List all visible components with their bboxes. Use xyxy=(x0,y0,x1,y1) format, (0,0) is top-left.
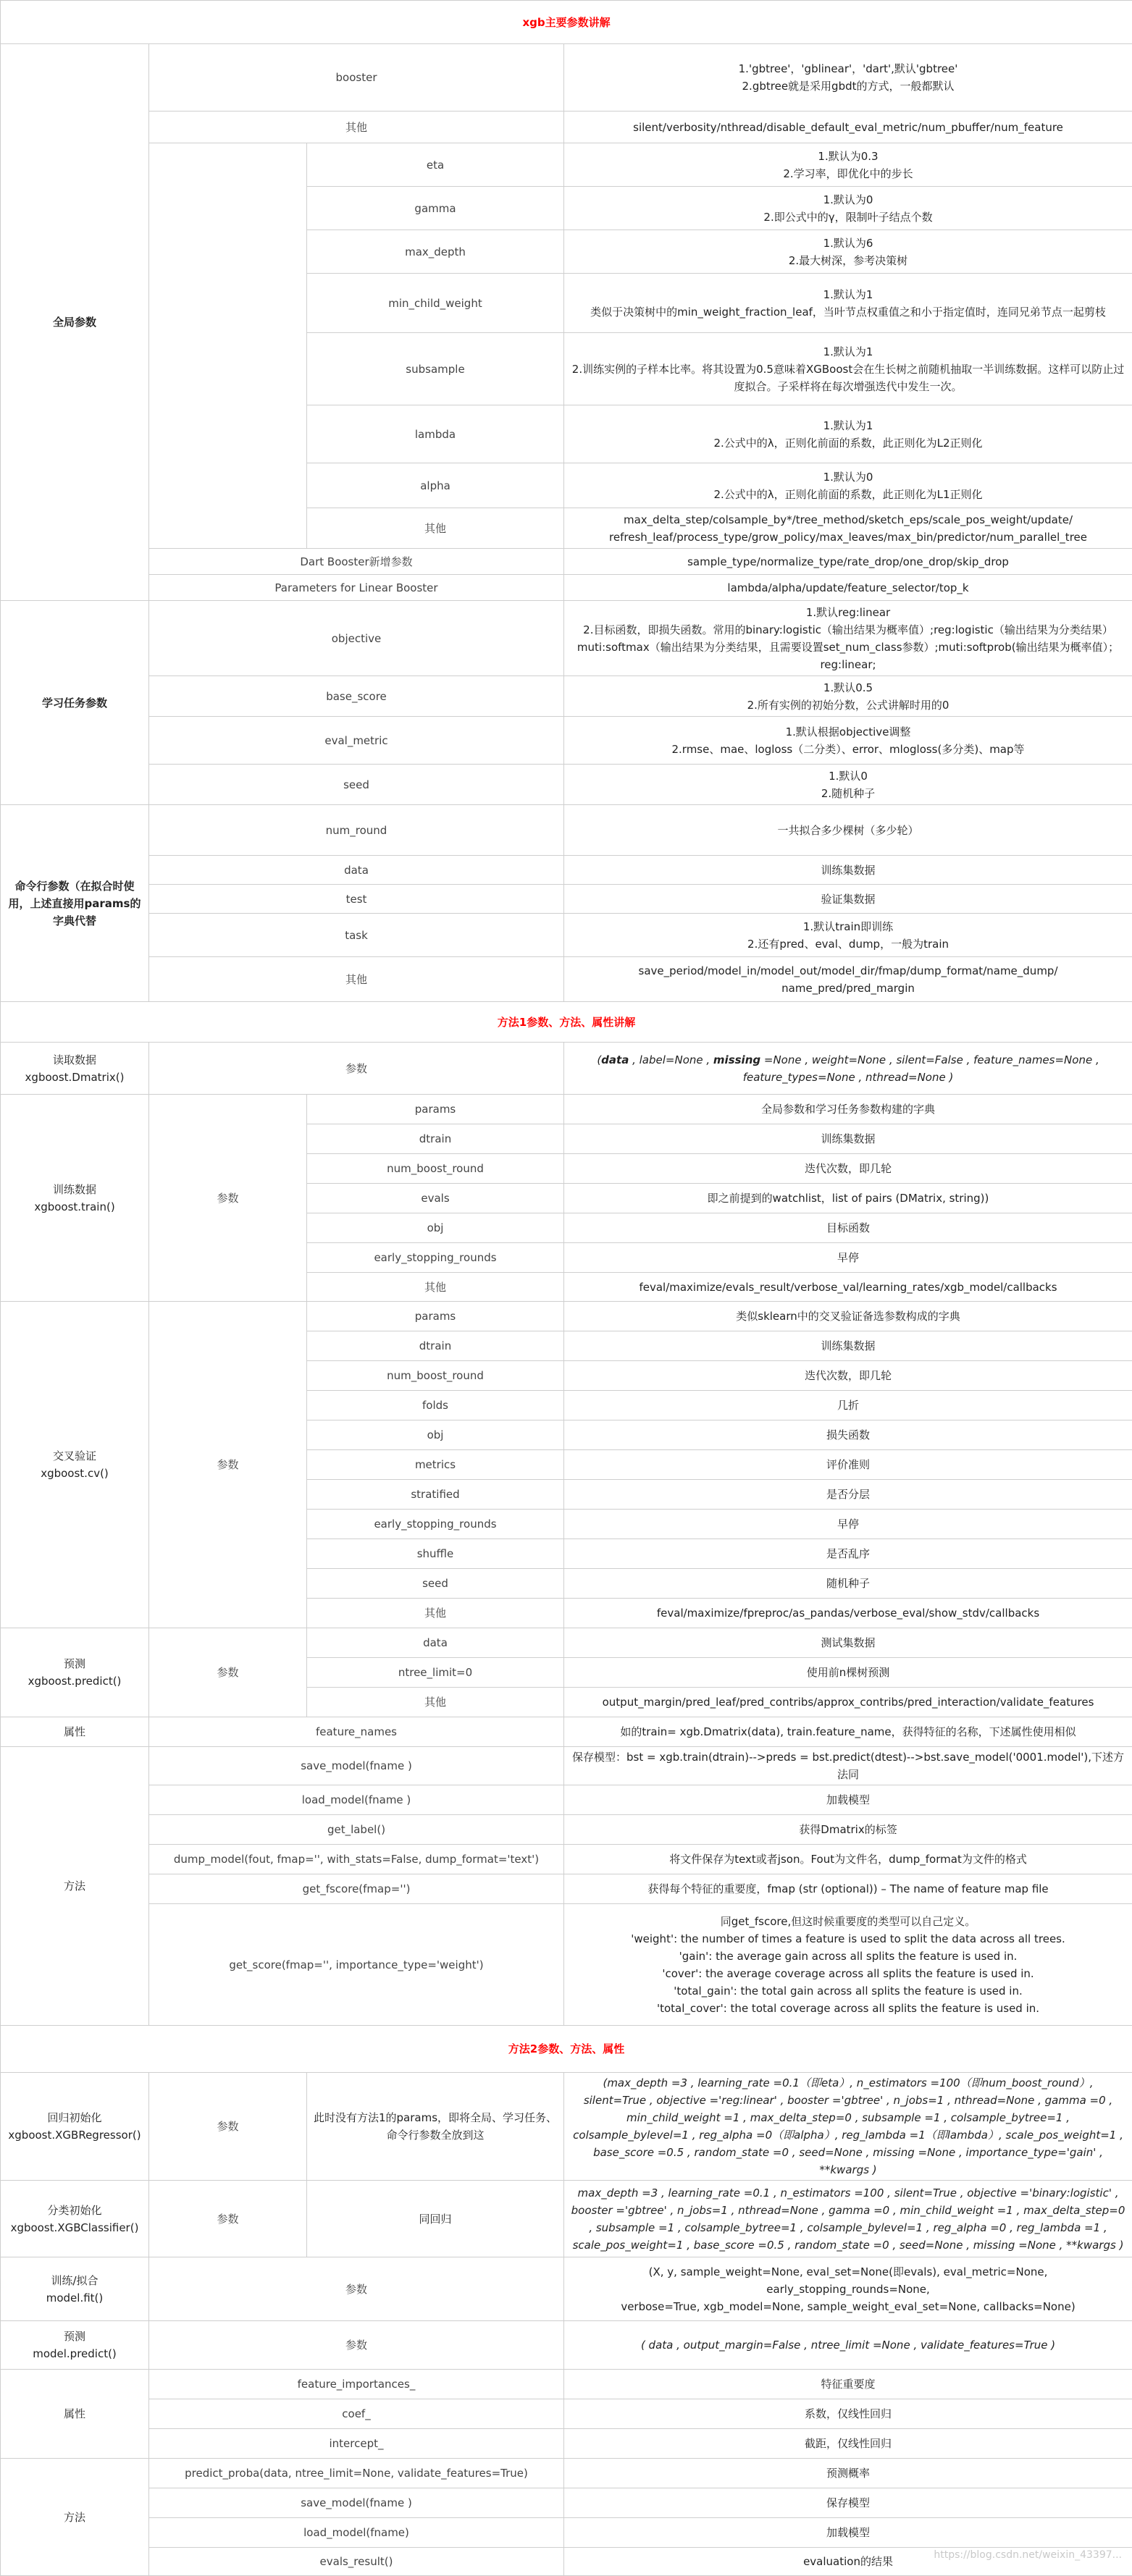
predict-desc-ntree-limit: 使用前n棵树预测 xyxy=(564,1658,1132,1688)
desc-tree-other: max_delta_step/colsample_by*/tree_method/sketch_eps/scale_pos_weight/update/ refresh_leaf/process_type/grow_policy/max_leaves/max_bin/predictor/num_parallel_tree xyxy=(564,508,1132,549)
m1-desc-get-score: 同get_fscore,但这时候重要度的类型可以自己定义。 'weight': the number of times a feature is used to split the data across all trees. 'gain': the average gain across all splits the feature is used in. 'cover': the average coverage across all splits the feature is used in. 'total_gain': the total gain across all splits the feature is used in. 'total_cover': the total coverage across all splits the feature is used in. xyxy=(564,1904,1132,2026)
train-desc-params: 全局参数和学习任务参数构建的字典 xyxy=(564,1095,1132,1124)
model-predict-params-label: 参数 xyxy=(149,2321,564,2370)
param-eta: eta xyxy=(307,143,564,187)
dmatrix-params-label: 参数 xyxy=(149,1043,564,1095)
param-cli-other: 其他 xyxy=(149,957,564,1002)
train-desc-early-stopping: 早停 xyxy=(564,1243,1132,1273)
predict-param-other: 其他 xyxy=(307,1688,564,1717)
param-linear-booster: Parameters for Linear Booster xyxy=(149,575,564,601)
m2-method-evals-result: evals_result() xyxy=(149,2548,564,2576)
group-cli-params: 命令行参数（在拟合时使用，上述直接用params的字典代替 xyxy=(1,805,149,1002)
tree-booster-blank xyxy=(149,143,307,549)
desc-global-other: silent/verbosity/nthread/disable_default_eval_metric/num_pbuffer/num_feature xyxy=(564,111,1132,143)
train-params-label: 参数 xyxy=(149,1095,307,1302)
cv-param-other: 其他 xyxy=(307,1599,564,1628)
m2-desc-evals-result: evaluation的结果 xyxy=(564,2548,1132,2576)
param-global-other: 其他 xyxy=(149,111,564,143)
desc-eta: 1.默认为0.3 2.学习率，即优化中的步长 xyxy=(564,143,1132,187)
cv-desc-folds: 几折 xyxy=(564,1391,1132,1420)
regressor-params-label: 参数 xyxy=(149,2073,307,2181)
m2-desc-save-model: 保存模型 xyxy=(564,2488,1132,2518)
param-lambda: lambda xyxy=(307,405,564,463)
desc-data: 训练集数据 xyxy=(564,856,1132,885)
section-title-method2: 方法2参数、方法、属性 xyxy=(1,2026,1132,2073)
m1-method-get-score: get_score(fmap='', importance_type='weight') xyxy=(149,1904,564,2026)
desc-min-child-weight: 1.默认为1 类似于决策树中的min_weight_fraction_leaf，当叶节点权重值之和小于指定值时，连同兄弟节点一起剪枝 xyxy=(564,274,1132,333)
section-title-xgb: xgb主要参数讲解 xyxy=(1,1,1132,44)
cv-param-num-boost-round: num_boost_round xyxy=(307,1361,564,1391)
predict-param-data: data xyxy=(307,1628,564,1658)
group-train: 训练数据 xgboost.train() xyxy=(1,1095,149,1302)
param-data: data xyxy=(149,856,564,885)
m1-method-load-model: load_model(fname ) xyxy=(149,1785,564,1815)
cv-param-metrics: metrics xyxy=(307,1450,564,1480)
cv-param-shuffle: shuffle xyxy=(307,1539,564,1569)
desc-dart-booster: sample_type/normalize_type/rate_drop/one_drop/skip_drop xyxy=(564,549,1132,575)
predict-params-label: 参数 xyxy=(149,1628,307,1717)
classifier-params-label: 参数 xyxy=(149,2181,307,2257)
group-model-predict: 预测 model.predict() xyxy=(1,2321,149,2370)
train-param-evals: evals xyxy=(307,1184,564,1213)
attr-desc-feature-names: 如的train= xgb.Dmatrix(data), train.feature_name，获得特征的名称，下述属性使用相似 xyxy=(564,1717,1132,1747)
desc-seed: 1.默认0 2.随机种子 xyxy=(564,765,1132,805)
m1-method-dump-model: dump_model(fout, fmap='', with_stats=False, dump_format='text') xyxy=(149,1845,564,1874)
m2-attr-feature-importances: feature_importances_ xyxy=(149,2370,564,2399)
m1-method-save-model: save_model(fname ) xyxy=(149,1747,564,1785)
group-cv: 交叉验证 xgboost.cv() xyxy=(1,1302,149,1628)
desc-cli-other: save_period/model_in/model_out/model_dir/fmap/dump_format/name_dump/ name_pred/pred_margin xyxy=(564,957,1132,1002)
cv-desc-params: 类似sklearn中的交叉验证备选参数构成的字典 xyxy=(564,1302,1132,1331)
param-min-child-weight: min_child_weight xyxy=(307,274,564,333)
train-desc-num-boost-round: 迭代次数，即几轮 xyxy=(564,1154,1132,1184)
cv-desc-early-stopping: 早停 xyxy=(564,1510,1132,1539)
dmatrix-signature: (data , label=None , missing =None , weight=None , silent=False , feature_names=None , feature_types=None , nthread=None ) xyxy=(564,1043,1132,1095)
param-task: task xyxy=(149,914,564,957)
m1-method-get-label: get_label() xyxy=(149,1815,564,1845)
predict-desc-other: output_margin/pred_leaf/pred_contribs/approx_contribs/pred_interaction/validate_features xyxy=(564,1688,1132,1717)
param-seed: seed xyxy=(149,765,564,805)
param-gamma: gamma xyxy=(307,187,564,230)
train-param-obj: obj xyxy=(307,1213,564,1243)
train-param-params: params xyxy=(307,1095,564,1124)
group-xgb-regressor: 回归初始化 xgboost.XGBRegressor() xyxy=(1,2073,149,2181)
cv-desc-metrics: 评价准则 xyxy=(564,1450,1132,1480)
desc-test: 验证集数据 xyxy=(564,885,1132,914)
desc-base-score: 1.默认0.5 2.所有实例的初始分数，公式讲解时用的0 xyxy=(564,676,1132,717)
m2-attr-intercept: intercept_ xyxy=(149,2429,564,2459)
classifier-signature: max_depth =3 , learning_rate =0.1 , n_estimators =100 , silent=True , objective ='binary:logistic' , booster ='gbtree' , n_jobs=1 , nthread=None , gamma =0 , min_child_weight =1 , max_delta_step=0 , subsample =1 , colsample_bytree=1 , colsample_bylevel=1 , reg_alpha =0 , reg_lambda =1 , scale_pos_weight=1 , base_score =0.5 , random_state =0 , seed=None , missing =None , **kwargs ) xyxy=(564,2181,1132,2257)
cv-param-early-stopping: early_stopping_rounds xyxy=(307,1510,564,1539)
cv-params-label: 参数 xyxy=(149,1302,307,1628)
m2-method-predict-proba: predict_proba(data, ntree_limit=None, validate_features=True) xyxy=(149,2459,564,2488)
param-tree-other: 其他 xyxy=(307,508,564,549)
cv-param-dtrain: dtrain xyxy=(307,1331,564,1361)
cv-param-stratified: stratified xyxy=(307,1480,564,1510)
desc-objective: 1.默认reg:linear 2.目标函数，即损失函数。常用的binary:logistic（输出结果为概率值）;reg:logistic（输出结果为分类结果）muti:softmax（输出结果为分类结果，且需要设置set_num_class参数）;muti:softprob(输出结果为概率值）；reg:linear; xyxy=(564,601,1132,676)
param-max-depth: max_depth xyxy=(307,230,564,274)
desc-max-depth: 1.默认为6 2.最大树深，参考决策树 xyxy=(564,230,1132,274)
group-m1-methods: 方法 xyxy=(1,1747,149,2026)
train-param-early-stopping: early_stopping_rounds xyxy=(307,1243,564,1273)
param-dart-booster: Dart Booster新增参数 xyxy=(149,549,564,575)
m1-desc-load-model: 加载模型 xyxy=(564,1785,1132,1815)
cv-param-params: params xyxy=(307,1302,564,1331)
group-m2-methods: 方法 xyxy=(1,2459,149,2576)
param-base-score: base_score xyxy=(149,676,564,717)
train-param-dtrain: dtrain xyxy=(307,1124,564,1154)
m1-desc-save-model: 保存模型：bst = xgb.train(dtrain)-->preds = bst.predict(dtest)-->bst.save_model('0001.model'),下述方法同 xyxy=(564,1747,1132,1785)
predict-desc-data: 测试集数据 xyxy=(564,1628,1132,1658)
group-learning-params: 学习任务参数 xyxy=(1,601,149,805)
cv-desc-stratified: 是否分层 xyxy=(564,1480,1132,1510)
fit-signature: (X, y, sample_weight=None, eval_set=None(即evals), eval_metric=None, early_stopping_rounds=None, verbose=True, xgb_model=None, sample_weight_eval_set=None, callbacks=None) xyxy=(564,2257,1132,2321)
cv-param-folds: folds xyxy=(307,1391,564,1420)
m2-method-load-model: load_model(fname) xyxy=(149,2518,564,2548)
cv-desc-seed: 随机种子 xyxy=(564,1569,1132,1599)
predict-param-ntree-limit: ntree_limit=0 xyxy=(307,1658,564,1688)
group-m1-attr: 属性 xyxy=(1,1717,149,1747)
classifier-note: 同回归 xyxy=(307,2181,564,2257)
regressor-note: 此时没有方法1的params，即将全局、学习任务、命令行参数全放到这 xyxy=(307,2073,564,2181)
watermark: https://blog.csdn.net/weixin_43397... xyxy=(934,2549,1122,2561)
param-booster: booster xyxy=(149,44,564,111)
train-desc-dtrain: 训练集数据 xyxy=(564,1124,1132,1154)
desc-lambda: 1.默认为1 2.公式中的λ，正则化前面的系数，此正则化为L2正则化 xyxy=(564,405,1132,463)
m2-attr-desc-coef: 系数，仅线性回归 xyxy=(564,2399,1132,2429)
m2-desc-predict-proba: 预测概率 xyxy=(564,2459,1132,2488)
m2-attr-desc-intercept: 截距，仅线性回归 xyxy=(564,2429,1132,2459)
cv-param-seed: seed xyxy=(307,1569,564,1599)
cv-desc-dtrain: 训练集数据 xyxy=(564,1331,1132,1361)
model-predict-signature: ( data , output_margin=False , ntree_limit =None , validate_features=True ) xyxy=(564,2321,1132,2370)
param-alpha: alpha xyxy=(307,463,564,508)
desc-linear-booster: lambda/alpha/update/feature_selector/top_k xyxy=(564,575,1132,601)
param-eval-metric: eval_metric xyxy=(149,717,564,765)
m1-method-get-fscore: get_fscore(fmap='') xyxy=(149,1874,564,1904)
section-title-method1: 方法1参数、方法、属性讲解 xyxy=(1,1002,1132,1043)
train-param-num-boost-round: num_boost_round xyxy=(307,1154,564,1184)
m2-desc-load-model: 加载模型 xyxy=(564,2518,1132,2548)
cv-desc-num-boost-round: 迭代次数，即几轮 xyxy=(564,1361,1132,1391)
group-m2-attr: 属性 xyxy=(1,2370,149,2459)
desc-gamma: 1.默认为0 2.即公式中的γ，限制叶子结点个数 xyxy=(564,187,1132,230)
attr-param-feature-names: feature_names xyxy=(149,1717,564,1747)
desc-num-round: 一共拟合多少棵树（多少轮） xyxy=(564,805,1132,856)
m2-method-save-model: save_model(fname ) xyxy=(149,2488,564,2518)
regressor-signature: (max_depth =3 , learning_rate =0.1（即eta）, n_estimators =100（即num_boost_round）, silent=True , objective ='reg:linear' , booster ='gbtree' , n_jobs=1 , nthread=None , gamma =0 , min_child_weight =1 , max_delta_step=0 , subsample =1 , colsample_bytree=1 , colsample_bylevel=1 , reg_alpha =0（即alpha）, reg_lambda =1（即lambda）, scale_pos_weight=1 , base_score =0.5 , random_state =0 , seed=None , missing =None , importance_type='gain' , **kwargs ) xyxy=(564,2073,1132,2181)
train-param-other: 其他 xyxy=(307,1273,564,1302)
cv-param-obj: obj xyxy=(307,1420,564,1450)
desc-booster: 1.'gbtree'，'gblinear'，'dart',默认'gbtree' 2.gbtree就是采用gbdt的方式，一般都默认 xyxy=(564,44,1132,111)
desc-subsample: 1.默认为1 2.训练实例的子样本比率。将其设置为0.5意味着XGBoost会在生长树之前随机抽取一半训练数据。这样可以防止过度拟合。子采样将在每次增强迭代中发生一次。 xyxy=(564,333,1132,405)
group-global-params: 全局参数 xyxy=(1,44,149,601)
desc-task: 1.默认train即训练 2.还有pred、eval、dump，一般为train xyxy=(564,914,1132,957)
m1-desc-dump-model: 将文件保存为text或者json。Fout为文件名，dump_format为文件的格式 xyxy=(564,1845,1132,1874)
group-xgb-classifier: 分类初始化 xgboost.XGBClassifier() xyxy=(1,2181,149,2257)
desc-alpha: 1.默认为0 2.公式中的λ，正则化前面的系数，此正则化为L1正则化 xyxy=(564,463,1132,508)
desc-eval-metric: 1.默认根据objective调整 2.rmse、mae、logloss（二分类）、error、mlogloss(多分类)、map等 xyxy=(564,717,1132,765)
group-model-fit: 训练/拟合 model.fit() xyxy=(1,2257,149,2321)
m1-desc-get-label: 获得Dmatrix的标签 xyxy=(564,1815,1132,1845)
cv-desc-shuffle: 是否乱序 xyxy=(564,1539,1132,1569)
m1-desc-get-fscore: 获得每个特征的重要度，fmap (str (optional)) – The name of feature map file xyxy=(564,1874,1132,1904)
group-predict: 预测 xgboost.predict() xyxy=(1,1628,149,1717)
cv-desc-other: feval/maximize/fpreproc/as_pandas/verbose_eval/show_stdv/callbacks xyxy=(564,1599,1132,1628)
train-desc-obj: 目标函数 xyxy=(564,1213,1132,1243)
train-desc-evals: 即之前提到的watchlist，list of pairs (DMatrix, string)) xyxy=(564,1184,1132,1213)
fit-params-label: 参数 xyxy=(149,2257,564,2321)
param-objective: objective xyxy=(149,601,564,676)
group-dmatrix: 读取数据 xgboost.Dmatrix() xyxy=(1,1043,149,1095)
param-num-round: num_round xyxy=(149,805,564,856)
param-test: test xyxy=(149,885,564,914)
cv-desc-obj: 损失函数 xyxy=(564,1420,1132,1450)
m2-attr-desc-feature-importances: 特征重要度 xyxy=(564,2370,1132,2399)
train-desc-other: feval/maximize/evals_result/verbose_val/learning_rates/xgb_model/callbacks xyxy=(564,1273,1132,1302)
param-subsample: subsample xyxy=(307,333,564,405)
m2-attr-coef: coef_ xyxy=(149,2399,564,2429)
